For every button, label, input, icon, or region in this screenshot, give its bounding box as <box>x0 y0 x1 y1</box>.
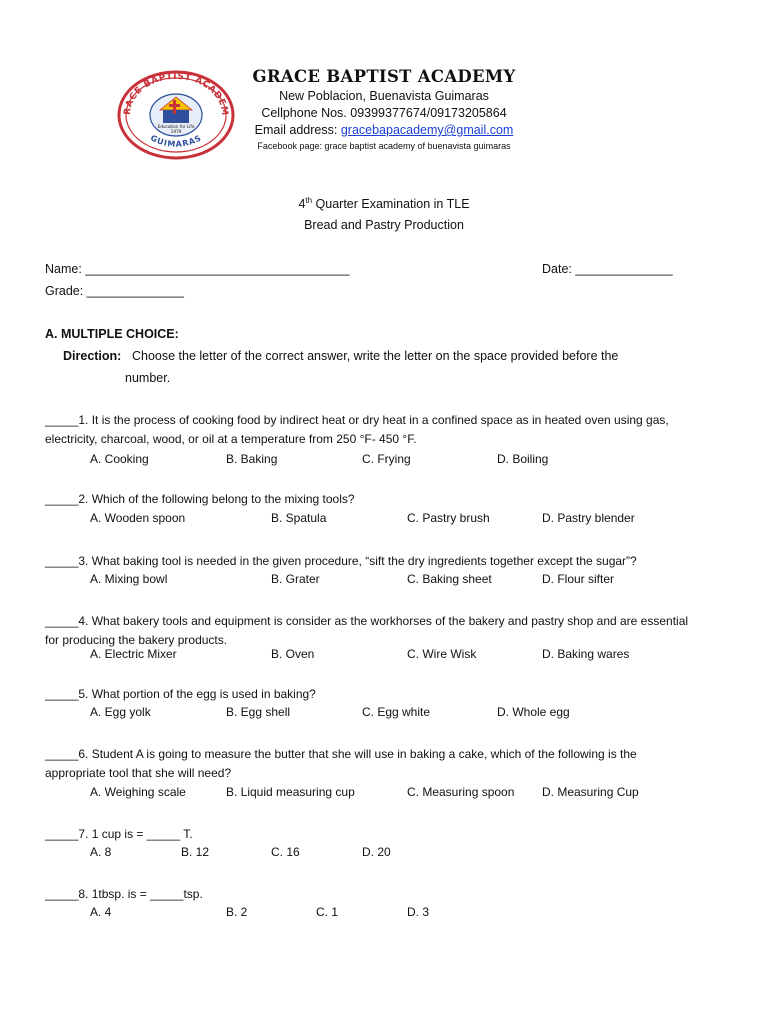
question-4-option-a: A. Electric Mixer <box>90 647 177 661</box>
school-email-line <box>200 122 568 139</box>
question-4-option-b: B. Oven <box>271 647 315 661</box>
logo-year: 1979 <box>170 129 182 134</box>
question-3-option-c: C. Baking sheet <box>407 572 492 586</box>
exam-subject: Bread and Pastry Production <box>304 218 464 232</box>
question-2 <box>45 490 355 509</box>
question-text-line[interactable]: _____6. Student A is going to measure the butter that she will use in baking a cake, which of the following is the <box>45 747 637 761</box>
question-text-line[interactable]: _____1. It is the process of cooking food by indirect heat or dry heat in a confined space as in heated oven using gas, <box>45 413 669 427</box>
section-heading: A. MULTIPLE CHOICE: <box>45 327 179 341</box>
quarter-number: 4 <box>298 197 306 212</box>
grade-field[interactable]: Grade: ______________ <box>45 284 185 298</box>
quarter-suffix: th <box>305 196 313 205</box>
logo-top-text: RACE BAPTIST ACADEM <box>122 71 230 117</box>
school-address: New Poblacion, Buenavista Guimaras <box>279 89 489 103</box>
question-2-option-c: C. Pastry brush <box>407 511 490 525</box>
question-1 <box>45 411 669 449</box>
question-text-line[interactable]: _____5. What portion of the egg is used in baking? <box>45 687 316 701</box>
question-2-option-d: D. Pastry blender <box>542 511 635 525</box>
question-3-option-a: A. Mixing bowl <box>90 572 168 586</box>
question-7-option-a: A. 8 <box>90 845 112 859</box>
question-text-line: for producing the bakery products. <box>45 633 228 647</box>
email-link[interactable]: gracebapacademy@gmail.com <box>340 123 514 137</box>
school-cellphone: Cellphone Nos. 09399377674/09173205864 <box>261 106 507 120</box>
name-field[interactable]: Name: ______________________________________ <box>45 262 350 276</box>
question-5-option-d: D. Whole egg <box>497 705 570 719</box>
question-1-option-d: D. Boiling <box>497 452 549 466</box>
question-7-option-d: D. 20 <box>362 845 391 859</box>
question-5 <box>45 685 316 704</box>
question-5-option-a: A. Egg yolk <box>90 705 151 719</box>
logo-motto: Education for Life <box>157 124 195 129</box>
question-4-option-c: C. Wire Wisk <box>407 647 477 661</box>
question-8-option-b: B. 2 <box>226 905 248 919</box>
question-5-option-b: B. Egg shell <box>226 705 291 719</box>
exam-title <box>0 196 768 211</box>
question-3-option-b: B. Grater <box>271 572 320 586</box>
question-8-option-c: C. 1 <box>316 905 339 919</box>
question-6-option-b: B. Liquid measuring cup <box>226 785 355 799</box>
question-8-option-a: A. 4 <box>90 905 112 919</box>
question-1-option-b: B. Baking <box>226 452 278 466</box>
direction-label: Direction: <box>63 349 122 363</box>
question-1-option-c: C. Frying <box>362 452 411 466</box>
email-label: Email address: <box>254 123 338 137</box>
question-text-line: electricity, charcoal, wood, or oil at a temperature from 250 °F- 450 °F. <box>45 432 417 446</box>
logo-bottom-text: GUIMARAS <box>148 133 204 149</box>
direction-text-line1: Choose the letter of the correct answer, write the letter on the space provided before the <box>132 349 619 363</box>
direction-text-line2: number. <box>125 371 171 385</box>
date-field[interactable]: Date: ______________ <box>542 262 673 276</box>
question-4-option-d: D. Baking wares <box>542 647 630 661</box>
question-4 <box>45 612 688 650</box>
question-8-option-d: D. 3 <box>407 905 430 919</box>
question-6-option-c: C. Measuring spoon <box>407 785 515 799</box>
question-6-option-a: A. Weighing scale <box>90 785 186 799</box>
question-7-option-c: C. 16 <box>271 845 300 859</box>
exam-title-rest: Quarter Examination in TLE <box>312 197 470 212</box>
question-text-line[interactable]: _____8. 1tbsp. is = _____tsp. <box>45 887 203 901</box>
school-header <box>200 66 568 154</box>
question-7 <box>45 825 193 844</box>
question-7-option-b: B. 12 <box>181 845 210 859</box>
question-3 <box>45 552 637 571</box>
question-2-option-b: B. Spatula <box>271 511 327 525</box>
question-3-option-d: D. Flour sifter <box>542 572 615 586</box>
school-facebook: Facebook page: grace baptist academy of buenavista guimaras <box>257 141 511 151</box>
question-6 <box>45 745 637 783</box>
question-1-option-a: A. Cooking <box>90 452 149 466</box>
question-2-option-a: A. Wooden spoon <box>90 511 186 525</box>
question-text-line[interactable]: _____4. What bakery tools and equipment is consider as the workhorses of the bakery and pastry shop and are essential <box>45 614 689 628</box>
question-6-option-d: D. Measuring Cup <box>542 785 639 799</box>
school-name: GRACE BAPTIST ACADEMY <box>252 67 516 86</box>
question-text-line[interactable]: _____7. 1 cup is = _____ T. <box>45 827 193 841</box>
question-text-line[interactable]: _____2. Which of the following belong to the mixing tools? <box>45 492 355 506</box>
question-text-line[interactable]: _____3. What baking tool is needed in the given procedure, “sift the dry ingredients together except the sugar”? <box>45 554 637 568</box>
question-5-option-c: C. Egg white <box>362 705 431 719</box>
question-text-line: appropriate tool that she will need? <box>45 766 232 780</box>
question-8 <box>45 885 203 904</box>
